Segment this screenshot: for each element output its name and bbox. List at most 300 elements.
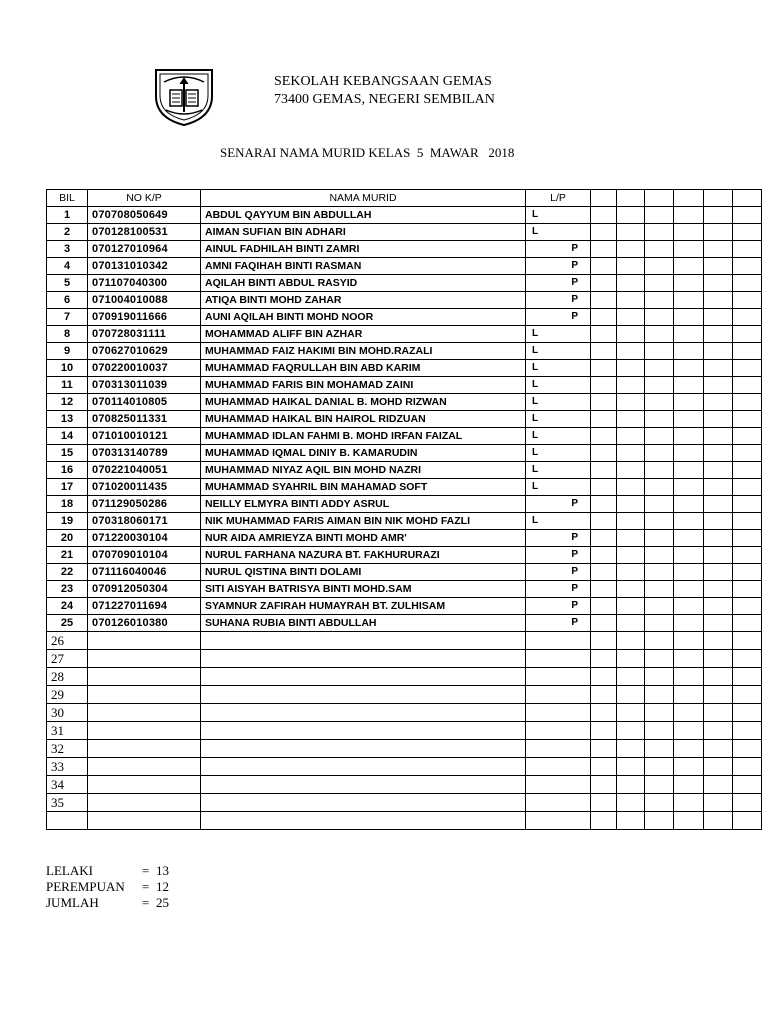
cell-bil: 21: [47, 547, 88, 564]
table-row: [47, 224, 762, 241]
cell-bil: 27: [47, 650, 88, 668]
cell-extra: [645, 258, 674, 275]
cell-bil: 10: [47, 360, 88, 377]
cell-extra: [645, 547, 674, 564]
cell-empty: [704, 812, 733, 830]
cell-nokp: 070131010342: [88, 258, 201, 275]
cell-empty: [617, 776, 645, 794]
cell-nama: AUNI AQILAH BINTI MOHD NOOR: [201, 309, 526, 326]
cell-extra: [733, 479, 762, 496]
table-row: [47, 343, 762, 360]
cell-lp: P: [526, 275, 591, 292]
cell-extra: [674, 258, 704, 275]
cell-bil: 7: [47, 309, 88, 326]
cell-bil: 25: [47, 615, 88, 632]
cell-extra: [617, 241, 645, 258]
cell-nokp: 070708050649: [88, 207, 201, 224]
summary-row: [46, 895, 169, 911]
cell-empty: [526, 686, 591, 704]
cell-extra: [617, 207, 645, 224]
table-row: [47, 394, 762, 411]
cell-empty: [617, 650, 645, 668]
cell-extra: [591, 292, 617, 309]
header-nama: NAMA MURID: [201, 190, 526, 207]
cell-extra: [733, 598, 762, 615]
cell-nokp: 071010010121: [88, 428, 201, 445]
cell-extra: [733, 462, 762, 479]
cell-bil: 18: [47, 496, 88, 513]
cell-empty: [526, 704, 591, 722]
cell-extra: [674, 581, 704, 598]
cell-extra: [591, 207, 617, 224]
cell-lp: L: [526, 343, 591, 360]
cell-extra: [733, 326, 762, 343]
summary-equals: =: [142, 895, 150, 910]
cell-extra: [674, 241, 704, 258]
cell-bil: 2: [47, 224, 88, 241]
cell-extra: [704, 207, 733, 224]
cell-extra: [617, 258, 645, 275]
cell-extra: [733, 411, 762, 428]
cell-extra: [617, 360, 645, 377]
cell-lp: L: [526, 445, 591, 462]
cell-nama: AMNI FAQIHAH BINTI RASMAN: [201, 258, 526, 275]
cell-nokp: 070220010037: [88, 360, 201, 377]
cell-empty: [591, 812, 617, 830]
cell-extra: [674, 360, 704, 377]
cell-extra: [704, 547, 733, 564]
table-row: [47, 377, 762, 394]
cell-extra: [733, 292, 762, 309]
cell-empty: [617, 686, 645, 704]
cell-empty: [617, 722, 645, 740]
cell-extra: [674, 479, 704, 496]
cell-extra: [617, 224, 645, 241]
cell-empty: [591, 740, 617, 758]
cell-empty: [88, 740, 201, 758]
cell-extra: [617, 275, 645, 292]
cell-extra: [645, 564, 674, 581]
cell-empty: [88, 650, 201, 668]
cell-extra: [674, 564, 704, 581]
table-row: [47, 445, 762, 462]
cell-extra: [645, 343, 674, 360]
cell-empty: [704, 650, 733, 668]
cell-extra: [617, 292, 645, 309]
cell-empty: [674, 740, 704, 758]
cell-bil: 35: [47, 794, 88, 812]
cell-extra: [733, 207, 762, 224]
cell-extra: [674, 496, 704, 513]
cell-extra: [591, 428, 617, 445]
cell-lp: P: [526, 615, 591, 632]
cell-extra: [591, 258, 617, 275]
cell-empty: [674, 650, 704, 668]
cell-extra: [674, 547, 704, 564]
cell-empty: [733, 632, 762, 650]
table-row-empty: [47, 812, 762, 830]
cell-extra: [645, 394, 674, 411]
cell-empty: [526, 722, 591, 740]
cell-extra: [617, 428, 645, 445]
cell-bil: 28: [47, 668, 88, 686]
cell-extra: [674, 615, 704, 632]
cell-extra: [645, 496, 674, 513]
cell-extra: [591, 394, 617, 411]
cell-nama: NURUL FARHANA NAZURA BT. FAKHURURAZI: [201, 547, 526, 564]
table-row-empty: [47, 722, 762, 740]
cell-empty: [674, 686, 704, 704]
cell-nokp: 070709010104: [88, 547, 201, 564]
cell-empty: [704, 776, 733, 794]
cell-empty: [201, 722, 526, 740]
cell-extra: [704, 309, 733, 326]
cell-lp: P: [526, 258, 591, 275]
cell-bil: 1: [47, 207, 88, 224]
cell-extra: [704, 360, 733, 377]
cell-empty: [526, 632, 591, 650]
cell-lp: P: [526, 496, 591, 513]
cell-extra: [704, 445, 733, 462]
cell-extra: [674, 275, 704, 292]
table-row: [47, 615, 762, 632]
table-header-row: [47, 190, 762, 207]
cell-extra: [733, 564, 762, 581]
cell-nokp: 070313011039: [88, 377, 201, 394]
cell-empty: [645, 812, 674, 830]
cell-empty: [704, 740, 733, 758]
cell-bil: 19: [47, 513, 88, 530]
summary-equals: =: [142, 879, 150, 894]
cell-extra: [674, 207, 704, 224]
cell-nama: MUHAMMAD IQMAL DINIY B. KAMARUDIN: [201, 445, 526, 462]
cell-lp: L: [526, 224, 591, 241]
gender-summary: [46, 863, 169, 911]
cell-extra: [645, 581, 674, 598]
cell-extra: [674, 309, 704, 326]
cell-extra: [733, 343, 762, 360]
cell-empty: [526, 812, 591, 830]
cell-empty: [733, 704, 762, 722]
cell-extra: [704, 258, 733, 275]
cell-empty: [645, 704, 674, 722]
summary-label: PEREMPUAN: [46, 879, 125, 894]
cell-lp: L: [526, 360, 591, 377]
cell-extra: [591, 496, 617, 513]
cell-empty: [733, 722, 762, 740]
cell-nama: NEILLY ELMYRA BINTI ADDY ASRUL: [201, 496, 526, 513]
cell-extra: [591, 343, 617, 360]
cell-empty: [704, 722, 733, 740]
cell-empty: [591, 722, 617, 740]
cell-extra: [674, 377, 704, 394]
cell-extra: [674, 343, 704, 360]
cell-extra: [733, 428, 762, 445]
cell-extra: [591, 445, 617, 462]
summary-value: 25: [156, 895, 169, 910]
cell-extra: [591, 513, 617, 530]
cell-extra: [617, 598, 645, 615]
cell-empty: [201, 650, 526, 668]
cell-extra: [704, 394, 733, 411]
table-row: [47, 411, 762, 428]
cell-nokp: 071004010088: [88, 292, 201, 309]
cell-extra: [591, 241, 617, 258]
cell-empty: [733, 794, 762, 812]
cell-lp: L: [526, 326, 591, 343]
cell-extra: [704, 241, 733, 258]
table-row: [47, 598, 762, 615]
cell-extra: [704, 615, 733, 632]
cell-bil: 20: [47, 530, 88, 547]
cell-empty: [526, 758, 591, 776]
summary-label: LELAKI: [46, 863, 93, 878]
cell-extra: [617, 496, 645, 513]
cell-empty: [201, 632, 526, 650]
cell-bil: 31: [47, 722, 88, 740]
cell-nama: AQILAH BINTI ABDUL RASYID: [201, 275, 526, 292]
header-extra: [645, 190, 674, 207]
cell-extra: [617, 309, 645, 326]
cell-extra: [733, 309, 762, 326]
cell-extra: [733, 445, 762, 462]
cell-lp: L: [526, 513, 591, 530]
summary-equals: =: [142, 863, 150, 878]
cell-lp: L: [526, 428, 591, 445]
cell-lp: L: [526, 207, 591, 224]
cell-bil: 6: [47, 292, 88, 309]
cell-bil: 30: [47, 704, 88, 722]
cell-empty: [674, 758, 704, 776]
cell-bil: 14: [47, 428, 88, 445]
cell-empty: [645, 668, 674, 686]
cell-extra: [645, 326, 674, 343]
cell-extra: [645, 615, 674, 632]
cell-empty: [88, 722, 201, 740]
table-row-empty: [47, 650, 762, 668]
cell-nokp: 070313140789: [88, 445, 201, 462]
cell-lp: L: [526, 377, 591, 394]
cell-extra: [591, 564, 617, 581]
cell-empty: [645, 722, 674, 740]
cell-extra: [704, 530, 733, 547]
table-row: [47, 292, 762, 309]
cell-extra: [617, 564, 645, 581]
cell-empty: [674, 632, 704, 650]
cell-bil: [47, 812, 88, 830]
cell-empty: [645, 758, 674, 776]
cell-extra: [645, 428, 674, 445]
cell-nama: MUHAMMAD HAIKAL DANIAL B. MOHD RIZWAN: [201, 394, 526, 411]
cell-extra: [704, 581, 733, 598]
cell-empty: [704, 632, 733, 650]
cell-lp: L: [526, 479, 591, 496]
cell-empty: [733, 650, 762, 668]
cell-empty: [704, 758, 733, 776]
cell-nama: MUHAMMAD FAIZ HAKIMI BIN MOHD.RAZALI: [201, 343, 526, 360]
cell-extra: [591, 615, 617, 632]
table-row: [47, 241, 762, 258]
cell-extra: [617, 326, 645, 343]
cell-lp: P: [526, 292, 591, 309]
table-row-empty: [47, 632, 762, 650]
cell-nama: MUHAMMAD FAQRULLAH BIN ABD KARIM: [201, 360, 526, 377]
cell-extra: [733, 360, 762, 377]
cell-extra: [733, 258, 762, 275]
cell-extra: [591, 547, 617, 564]
header-extra: [704, 190, 733, 207]
table-row: [47, 258, 762, 275]
cell-extra: [617, 411, 645, 428]
cell-extra: [591, 275, 617, 292]
cell-extra: [617, 530, 645, 547]
cell-extra: [591, 462, 617, 479]
cell-nokp: 070127010964: [88, 241, 201, 258]
summary-value: 12: [156, 879, 169, 894]
cell-empty: [617, 812, 645, 830]
cell-bil: 11: [47, 377, 88, 394]
summary-row: [46, 863, 169, 879]
cell-extra: [733, 547, 762, 564]
cell-empty: [617, 668, 645, 686]
cell-extra: [645, 513, 674, 530]
cell-extra: [591, 530, 617, 547]
cell-extra: [704, 275, 733, 292]
cell-extra: [617, 513, 645, 530]
cell-nama: AIMAN SUFIAN BIN ADHARI: [201, 224, 526, 241]
cell-nama: MUHAMMAD IDLAN FAHMI B. MOHD IRFAN FAIZAL: [201, 428, 526, 445]
school-crest-icon: [150, 62, 218, 128]
cell-extra: [617, 377, 645, 394]
table-row: [47, 513, 762, 530]
cell-extra: [617, 445, 645, 462]
cell-empty: [733, 758, 762, 776]
cell-extra: [733, 581, 762, 598]
cell-extra: [591, 581, 617, 598]
header-extra: [591, 190, 617, 207]
cell-empty: [201, 758, 526, 776]
cell-nama: MUHAMMAD FARIS BIN MOHAMAD ZAINI: [201, 377, 526, 394]
cell-extra: [704, 428, 733, 445]
cell-nokp: 070126010380: [88, 615, 201, 632]
cell-extra: [674, 513, 704, 530]
cell-extra: [617, 343, 645, 360]
cell-lp: L: [526, 462, 591, 479]
cell-extra: [645, 445, 674, 462]
cell-extra: [645, 462, 674, 479]
cell-extra: [733, 275, 762, 292]
cell-nama: MUHAMMAD SYAHRIL BIN MAHAMAD SOFT: [201, 479, 526, 496]
table-row: [47, 326, 762, 343]
cell-bil: 22: [47, 564, 88, 581]
table-row: [47, 462, 762, 479]
cell-extra: [704, 513, 733, 530]
cell-extra: [674, 445, 704, 462]
cell-empty: [617, 758, 645, 776]
cell-nokp: 070728031111: [88, 326, 201, 343]
cell-extra: [617, 394, 645, 411]
cell-extra: [645, 479, 674, 496]
cell-extra: [591, 479, 617, 496]
table-row-empty: [47, 740, 762, 758]
cell-bil: 12: [47, 394, 88, 411]
table-row-empty: [47, 794, 762, 812]
cell-extra: [591, 377, 617, 394]
cell-nama: SITI AISYAH BATRISYA BINTI MOHD.SAM: [201, 581, 526, 598]
cell-empty: [733, 686, 762, 704]
cell-extra: [645, 207, 674, 224]
cell-nokp: 070318060171: [88, 513, 201, 530]
cell-nokp: 071020011435: [88, 479, 201, 496]
cell-extra: [617, 615, 645, 632]
cell-nokp: 071116040046: [88, 564, 201, 581]
cell-nama: NIK MUHAMMAD FARIS AIMAN BIN NIK MOHD FAZLI: [201, 513, 526, 530]
cell-empty: [201, 740, 526, 758]
cell-empty: [733, 776, 762, 794]
cell-empty: [645, 632, 674, 650]
cell-extra: [704, 377, 733, 394]
cell-extra: [591, 360, 617, 377]
cell-empty: [88, 704, 201, 722]
cell-bil: 24: [47, 598, 88, 615]
cell-empty: [201, 794, 526, 812]
cell-bil: 26: [47, 632, 88, 650]
cell-extra: [674, 598, 704, 615]
list-title: SENARAI NAMA MURID KELAS 5 MAWAR 2018: [220, 145, 515, 160]
cell-extra: [591, 309, 617, 326]
cell-empty: [88, 632, 201, 650]
cell-extra: [645, 598, 674, 615]
table-row-empty: [47, 668, 762, 686]
cell-extra: [591, 326, 617, 343]
cell-extra: [733, 513, 762, 530]
cell-nama: NURUL QISTINA BINTI DOLAMI: [201, 564, 526, 581]
cell-bil: 9: [47, 343, 88, 360]
cell-empty: [201, 812, 526, 830]
cell-nama: MUHAMMAD NIYAZ AQIL BIN MOHD NAZRI: [201, 462, 526, 479]
cell-nokp: 070128100531: [88, 224, 201, 241]
cell-extra: [704, 411, 733, 428]
cell-extra: [674, 224, 704, 241]
table-row: [47, 496, 762, 513]
cell-lp: P: [526, 530, 591, 547]
cell-empty: [201, 668, 526, 686]
cell-empty: [617, 794, 645, 812]
cell-bil: 15: [47, 445, 88, 462]
cell-extra: [591, 598, 617, 615]
cell-nokp: 071227011694: [88, 598, 201, 615]
cell-bil: 34: [47, 776, 88, 794]
cell-bil: 4: [47, 258, 88, 275]
header-lp: L/P: [526, 190, 591, 207]
cell-empty: [704, 668, 733, 686]
cell-empty: [88, 686, 201, 704]
cell-extra: [704, 343, 733, 360]
cell-lp: P: [526, 241, 591, 258]
header-extra: [733, 190, 762, 207]
cell-bil: 8: [47, 326, 88, 343]
cell-empty: [591, 632, 617, 650]
cell-nama: SYAMNUR ZAFIRAH HUMAYRAH BT. ZULHISAM: [201, 598, 526, 615]
summary-row: [46, 879, 169, 895]
table-row: [47, 428, 762, 445]
cell-empty: [704, 686, 733, 704]
cell-extra: [645, 224, 674, 241]
cell-nama: MUHAMMAD HAIKAL BIN HAIROL RIDZUAN: [201, 411, 526, 428]
cell-nama: AINUL FADHILAH BINTI ZAMRI: [201, 241, 526, 258]
cell-empty: [674, 704, 704, 722]
cell-nama: MOHAMMAD ALIFF BIN AZHAR: [201, 326, 526, 343]
